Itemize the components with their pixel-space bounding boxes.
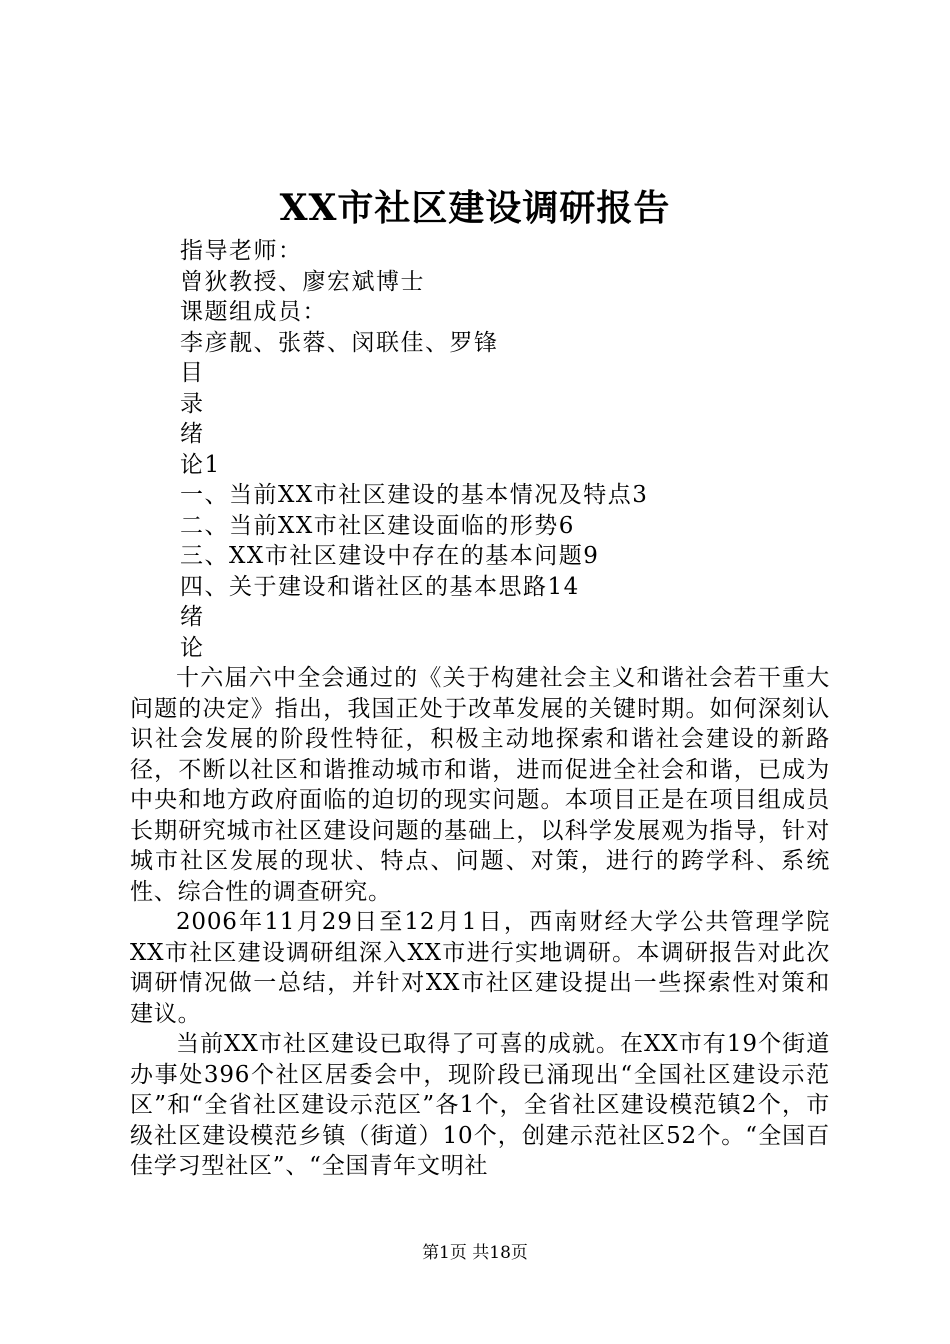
toc-item: 论1 <box>180 452 221 478</box>
toc-item: 绪 <box>180 421 205 447</box>
body-paragraph: 十六届六中全会通过的《关于构建社会主义和谐社会若干重大问题的决定》指出，我国正处于改革发展的关键时期。如何深刻认识社会发展的阶段性特征，积极主动地探索和谐社会建设的新路径，不断以社区和谐推动城市和谐，进而促进全社会和谐，已成为中央和地方政府面临的迫切的现实问题。本项目正是在项目组成员长期研究城市社区建设问题的基础上，以科学发展观为指导，针对城市社区发展的现状、特点、问题、对策，进行的跨学科、系统性、综合性的调查研究。 <box>130 665 830 905</box>
toc-heading-char-2: 录 <box>180 391 205 417</box>
advisor-label: 指导老师： <box>180 238 303 264</box>
toc-item: 四、关于建设和谐社区的基本思路14 <box>180 574 580 600</box>
advisor-names: 曾狄教授、廖宏斌博士 <box>180 269 425 295</box>
toc-item: 二、当前XX市社区建设面临的形势6 <box>180 513 575 539</box>
body-paragraph: 当前XX市社区建设已取得了可喜的成就。在XX市有19个街道办事处396个社区居委会中，现阶段已涌现出“全国社区建设示范区”和“全省社区建设示范区”各1个，全省社区建设模范镇2个，市级社区建设模范乡镇（街道）10个，创建示范社区52个。“全国百佳学习型社区”、“全国青年文明社 <box>130 1031 830 1179</box>
section-heading-char-1: 绪 <box>180 604 205 630</box>
toc-item: 一、当前XX市社区建设的基本情况及特点3 <box>180 482 649 508</box>
toc-heading-char-1: 目 <box>180 360 205 386</box>
toc-item: 三、XX市社区建设中存在的基本问题9 <box>180 543 600 569</box>
document-title: XX市社区建设调研报告 <box>279 187 671 229</box>
members-label: 课题组成员： <box>180 299 327 325</box>
member-names: 李彦靓、张蓉、闵联佳、罗锋 <box>180 330 499 356</box>
section-heading-char-2: 论 <box>180 635 205 661</box>
body-paragraph: 2006年11月29日至12月1日，西南财经大学公共管理学院XX市社区建设调研组深入XX市进行实地调研。本调研报告对此次调研情况做一总结，并针对XX市社区建设提出一些探索性对策和建议。 <box>130 909 830 1027</box>
page-footer: 第1页 共18页 <box>422 1243 528 1263</box>
